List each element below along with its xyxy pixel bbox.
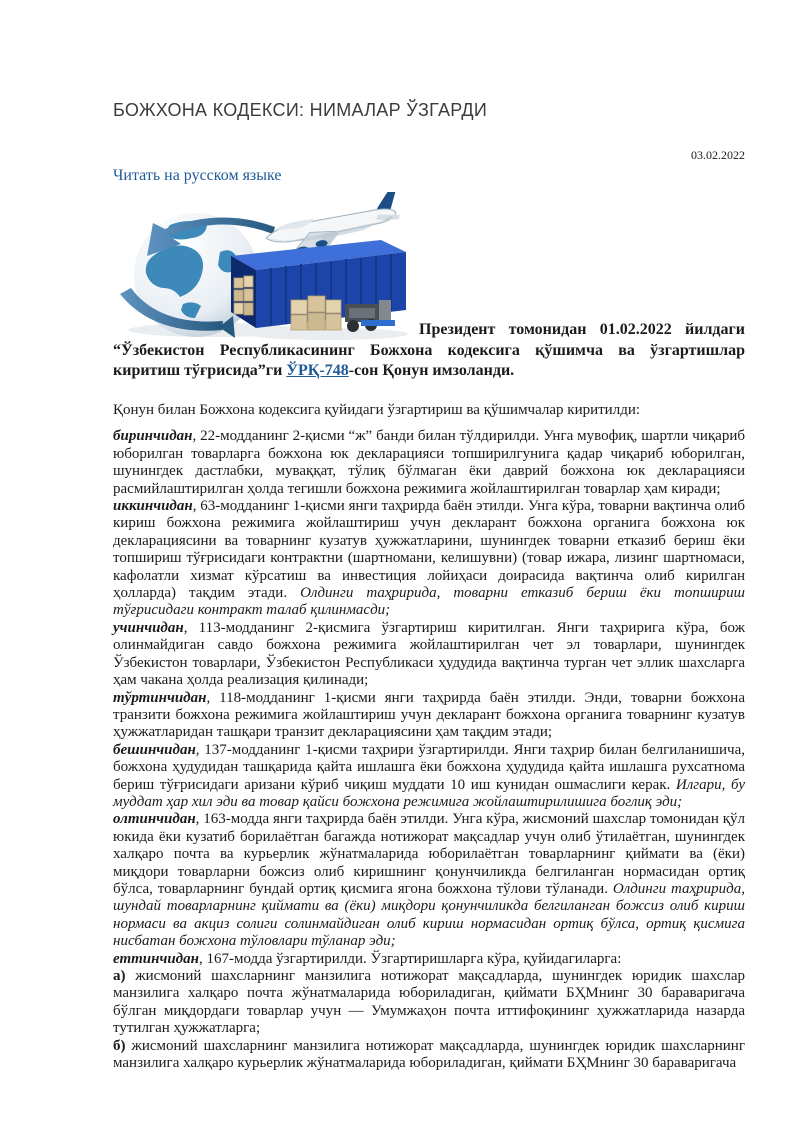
paragraph-text: , 63-модданинг 1-қисми янги таҳрирда баён этилди. Унга кўра, товарни вақтинча олиб кириш божхона режимига жойлаштириш учун декларант божхона органига божхона юк декларациясини ва товарнинг кузатув ҳужжатларини, шунингдек товарни етказиб бериш ёки топшириш тўғрисидаги контрактни (шартномани, келишувни) (товар ижара, лизинг шартномаси, кафолатли хизмат кўрсатиш ва инвестиция лойиҳаси доирасида вақтинча олиб кирилган ҳолларда) тақдим этади.: [113, 498, 745, 602]
intro-text-after-link: -сон Қонун имзоланди.: [348, 362, 515, 379]
article-paragraph: [113, 811, 745, 950]
article-paragraph: [113, 742, 745, 812]
article-paragraph: [113, 620, 745, 690]
intro-text-before-link: “Ўзбекистон Республикасининг Божхона кодексига қўшимча ва ўзгартишлар киритиш тўғрисида”ги: [113, 342, 745, 379]
article-paragraph: [113, 428, 745, 498]
article: [113, 0, 745, 1072]
article-paragraph: [113, 951, 745, 968]
article-paragraph: [113, 690, 745, 742]
pallet-boxes-icon: [291, 296, 341, 330]
paragraph-text: , 113-модданинг 2-қисмига ўзгартириш киритилган. Янги таҳририга кўра, бож олинмайдиган савдо божхона режимига жойлаштирилган чет эл товарлари, шунингдек Ўзбекистон товарлари, Ўзбекистон Республикаси ҳудудида вақтинча турган чет эллик шахсларга ҳам чакана ҳолда реализация қилинади;: [113, 619, 745, 689]
law-number-link[interactable]: ЎРҚ-748: [286, 362, 349, 379]
intro-first-line: Президент томонидан 01.02.2022 йилдаги: [419, 321, 745, 338]
logistics-illustration: [113, 192, 409, 340]
paragraph-lead: биринчидан: [113, 428, 193, 445]
forklift-icon: [345, 300, 395, 332]
paragraph-text: , 167-модда ўзгартирилди. Ўзгартиришларга кўра, қуйидагиларга:: [198, 950, 622, 967]
lead-in-paragraph: Қонун билан Божхона кодексига қуйидаги ўзгартириш ва қўшимчалар киритилди:: [113, 402, 641, 418]
paragraph-tail: Олдинги таҳририда, шундай товарларнинг қиймати ва (ёки) миқдори қонунчиликда белгиланган божсиз олиб кириш нормаси ва акциз солиги солинмайдиган олиб кириш нормасидан ортиқ бўлса, ортиқ қисмига нисбатан божхона тўловлари тўланар эди;: [113, 880, 745, 950]
article-paragraph: [113, 498, 745, 620]
intro-paragraph: [113, 341, 745, 381]
publish-date: 03.02.2022: [691, 148, 745, 162]
intro-section: [113, 192, 745, 340]
page-title: БОЖХОНА КОДЕКСИ: НИМАЛАР ЎЗГАРДИ: [113, 100, 488, 120]
paragraph-lead: тўртинчидан: [113, 689, 207, 706]
russian-version-link[interactable]: Читать на русском языке: [113, 167, 282, 184]
paragraph-text: , 163-модда янги таҳрирда баён этилди. Унга кўра, жисмоний шахслар томонидан қўл юкида ёки кузатиб борилаётган багажда нотижорат мақсадлар учун олиб ўтилаётган, шунингдек халқаро почта ва курьерлик жўнатмаларида юборилаётган товарларнинг қиймати ва (ёки) миқдори товарларни божсиз олиб киришнинг қонунчиликда белгиланган нормасидан ортиқ бўлса, товарларнинг бундай ортиқ қисмига ягона божхона тўлови тўланади.: [113, 811, 745, 897]
paragraph-text: , 118-модданинг 1-қисми янги таҳрирда баён этилди. Энди, товарни божхона транзити божхона режимига жойлаштириш учун декларант божхона органига товарнинг кузатув ҳужжатларидан ташқари транзит декларациясини ҳам тақдим этади;: [113, 689, 745, 741]
article-paragraph-item-b: [113, 1038, 745, 1073]
paragraph-lead: иккинчидан: [113, 498, 193, 515]
paragraph-lead: учинчидан: [113, 619, 184, 636]
paragraph-lead: олтинчидан: [113, 811, 196, 828]
paragraph-text: , 137-модданинг 1-қисми таҳрири ўзгартирилди. Янги таҳрир билан белгиланишича, божхона ҳудудидан ташқарида қайта ишлашга ёки божхона ҳудудида қайта ишлашга рухсатнома бериш тўғрисидаги аризани кўриб чиқиш муддати 10 иш кунидан ошмаслиги керак.: [113, 741, 745, 793]
paragraph-text: жисмоний шахсларнинг манзилига нотижорат мақсадларда, шунингдек юридик шахслар манзилига халқаро почта жўнатмаларида юбориладиган, қиймати БҲМнинг 30 бараваригача бўлган миқдордаги товарлар учун — Умумжаҳон почта иттифоқининг ҳужжатларида назарда тутилган ҳужжатларга;: [113, 968, 745, 1037]
paragraph-text: жисмоний шахсларнинг манзилига нотижорат мақсадларда, шунингдек юридик шахсларнинг манзилига халқаро курьерлик жўнатмаларида юбориладиган, қиймати БҲМнинг 30 бараваригача: [113, 1037, 745, 1072]
paragraph-tail: Олдинги таҳририда, товарни етказиб бериш ёки топшириш тўғрисидаги контракт талаб қилинмасди;: [113, 585, 745, 619]
paragraph-tail: Илгари, бу муддат ҳар хил эди ва товар қайси божхона режимига жойлаштирилишига боглиқ эди;: [113, 776, 745, 810]
paragraph-lead: а): [113, 968, 126, 984]
paragraph-lead: бешинчидан: [113, 741, 196, 758]
paragraph-lead: еттинчидан: [113, 950, 199, 967]
paragraph-lead: б): [113, 1037, 126, 1054]
article-paragraph-item-a: [113, 968, 745, 1038]
paragraph-text: , 22-модданинг 2-қисми “ж” банди билан тўлдирилди. Унга мувофиқ, шартли чиқариб юборилган товарларга божхона юк декларацияси топширилгунига қадар чиқариб юборилган, шунингдек дастлабки, муваққат, тўлиқ бўлмаган ёки даврий божхона юк декларацияси расмийлаштирилган ҳолда тегишли божхона режимига жойлаштирилган товарлар ҳам киради;: [113, 428, 745, 497]
changes-list: [113, 428, 745, 1072]
container-icon: [231, 240, 408, 340]
